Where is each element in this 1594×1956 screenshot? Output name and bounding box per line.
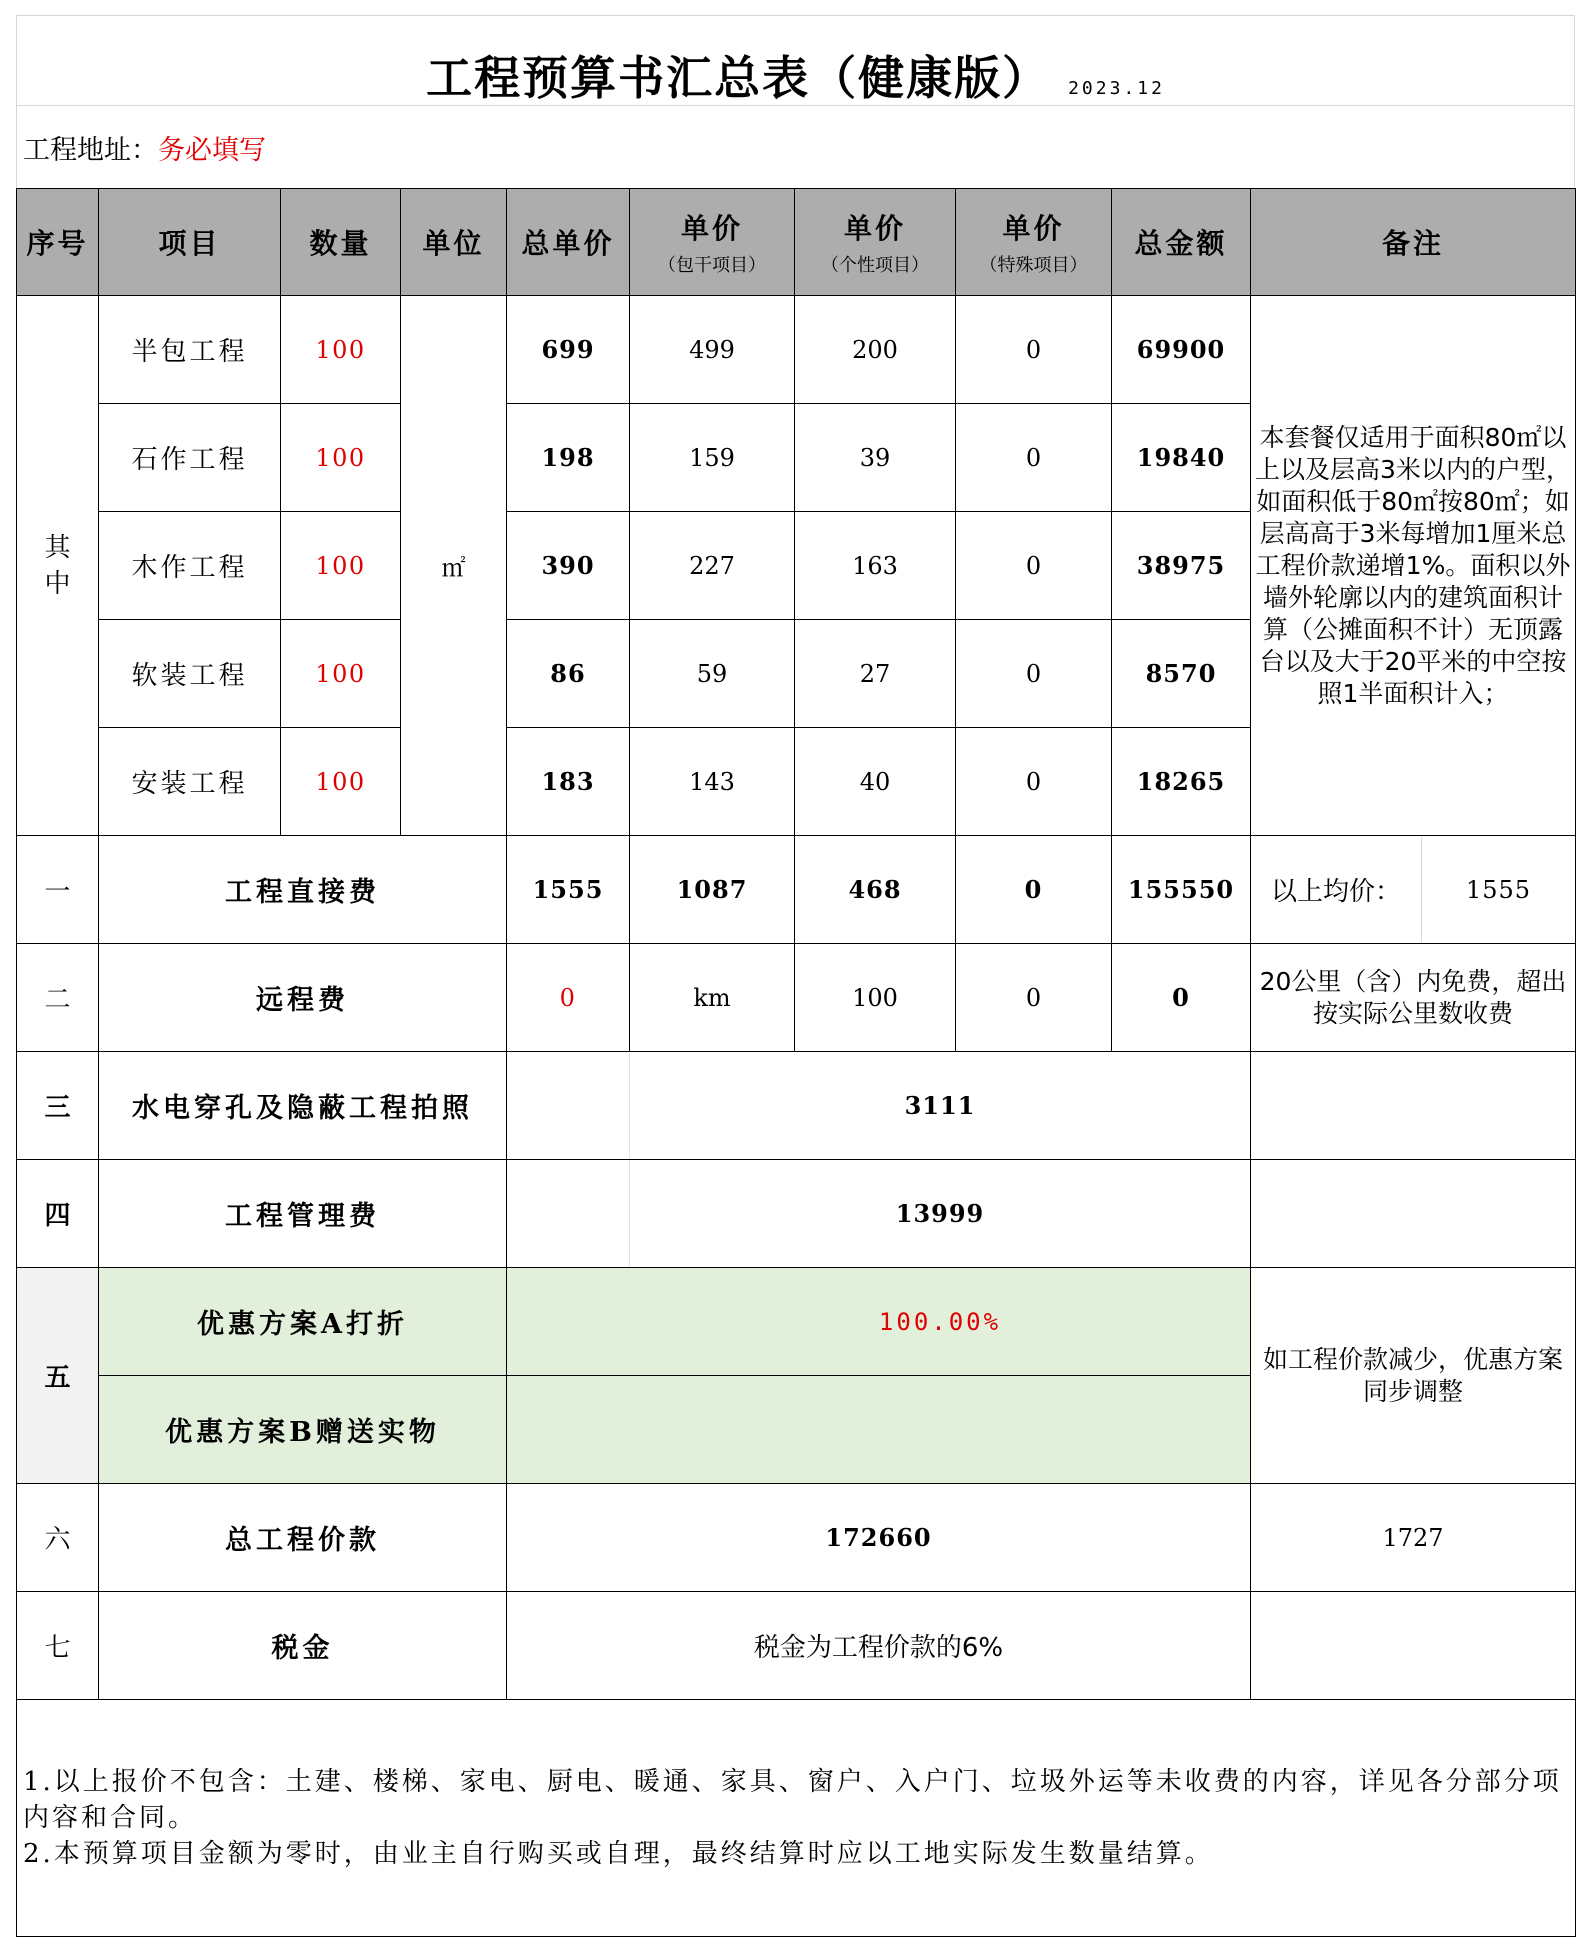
remote-unit-price-special: 0 bbox=[956, 944, 1112, 1052]
header-qty: 数量 bbox=[281, 189, 401, 296]
title-bar bbox=[16, 15, 1575, 106]
discount-row-a bbox=[17, 1268, 1576, 1376]
item-total-unit-price: 198 bbox=[507, 404, 630, 512]
header-unit-price-package bbox=[630, 189, 795, 296]
group-label: 其中 bbox=[44, 532, 71, 599]
item-total-unit-price: 86 bbox=[507, 620, 630, 728]
item-name: 软装工程 bbox=[99, 620, 281, 728]
row-label: 工程直接费 bbox=[99, 836, 507, 944]
average-price-wrap bbox=[1251, 837, 1575, 943]
address-value[interactable]: 务必填写 bbox=[158, 134, 266, 166]
remote-unit-price-custom: 100 bbox=[795, 944, 956, 1052]
row-label: 水电穿孔及隐蔽工程拍照 bbox=[99, 1052, 507, 1160]
address-row bbox=[16, 106, 1575, 188]
row-label: 远程费 bbox=[99, 944, 507, 1052]
item-name: 半包工程 bbox=[99, 296, 281, 404]
header-sub-label: （个性项目） bbox=[821, 255, 929, 276]
row-label: 工程管理费 bbox=[99, 1160, 507, 1268]
remote-fee-row bbox=[17, 944, 1576, 1052]
total-price-remark: 1727 bbox=[1251, 1484, 1576, 1592]
header-unit-price-custom bbox=[795, 189, 956, 296]
header-main-label: 单价 bbox=[680, 212, 743, 245]
discount-plan-a-label: 优惠方案A打折 bbox=[99, 1268, 507, 1376]
empty-cell bbox=[507, 1052, 630, 1160]
direct-unit-price-package: 1087 bbox=[630, 836, 795, 944]
title-date: 2023.12 bbox=[1068, 78, 1165, 99]
header-seq: 序号 bbox=[17, 189, 99, 296]
items-remark: 本套餐仅适用于面积80㎡以上以及层高3米以内的户型，如面积低于80㎡按80㎡；如层高高于3米每增加1厘米总工程价款递增1%。面积以外墙外轮廓以内的建筑面积计算（公摊面积不计）无顶露台以及大于20平米的中空按照1半面积计入； bbox=[1251, 296, 1576, 836]
direct-total-amount: 155550 bbox=[1112, 836, 1251, 944]
note-line: 2.本预算项目金额为零时，由业主自行购买或自理，最终结算时应以工地实际发生数量结算。 bbox=[23, 1839, 1214, 1869]
header-sub-label: （特殊项目） bbox=[979, 255, 1088, 276]
item-unit-price-package: 499 bbox=[630, 296, 795, 404]
management-fee-amount: 13999 bbox=[630, 1160, 1251, 1268]
header-total-amount: 总金额 bbox=[1112, 189, 1251, 296]
budget-table bbox=[16, 188, 1576, 1937]
total-price-row bbox=[17, 1484, 1576, 1592]
item-row bbox=[17, 296, 1576, 404]
item-unit-price-custom: 40 bbox=[795, 728, 956, 836]
row-seq: 一 bbox=[17, 836, 99, 944]
item-qty: 100 bbox=[281, 296, 401, 404]
item-unit-price-special: 0 bbox=[956, 404, 1112, 512]
tax-note: 税金为工程价款的6% bbox=[507, 1592, 1251, 1700]
item-total-amount: 19840 bbox=[1112, 404, 1251, 512]
item-unit-price-package: 59 bbox=[630, 620, 795, 728]
item-unit-price-special: 0 bbox=[956, 296, 1112, 404]
row-seq: 四 bbox=[17, 1160, 99, 1268]
plumbing-photo-row bbox=[17, 1052, 1576, 1160]
item-qty: 100 bbox=[281, 512, 401, 620]
empty-cell bbox=[1251, 1160, 1576, 1268]
discount-plan-a-value: 100.00% bbox=[630, 1268, 1251, 1376]
header-remark: 备注 bbox=[1251, 189, 1576, 296]
empty-cell bbox=[507, 1160, 630, 1268]
tax-row bbox=[17, 1592, 1576, 1700]
item-qty: 100 bbox=[281, 404, 401, 512]
direct-unit-price-custom: 468 bbox=[795, 836, 956, 944]
average-price-label: 以上均价： bbox=[1270, 877, 1401, 907]
discount-remark: 如工程价款减少，优惠方案同步调整 bbox=[1251, 1268, 1576, 1484]
discount-plan-b-label: 优惠方案B赠送实物 bbox=[99, 1376, 507, 1484]
item-name: 石作工程 bbox=[99, 404, 281, 512]
item-total-amount: 8570 bbox=[1112, 620, 1251, 728]
remote-unit-price-package: km bbox=[630, 944, 795, 1052]
average-price-value: 1555 bbox=[1421, 837, 1575, 943]
row-seq: 三 bbox=[17, 1052, 99, 1160]
item-unit-price-package: 227 bbox=[630, 512, 795, 620]
total-price-amount: 172660 bbox=[507, 1484, 1251, 1592]
item-name: 安装工程 bbox=[99, 728, 281, 836]
page-title: 工程预算书汇总表（健康版） bbox=[426, 51, 1051, 105]
item-unit-price-special: 0 bbox=[956, 728, 1112, 836]
item-unit-price-special: 0 bbox=[956, 512, 1112, 620]
item-unit: ㎡ bbox=[401, 296, 507, 836]
item-name: 木作工程 bbox=[99, 512, 281, 620]
row-seq: 五 bbox=[17, 1268, 99, 1484]
group-label-cell bbox=[17, 296, 99, 836]
header-unit-price-special bbox=[956, 189, 1112, 296]
plumbing-photo-amount: 3111 bbox=[630, 1052, 1251, 1160]
row-label: 税金 bbox=[99, 1592, 507, 1700]
header-item: 项目 bbox=[99, 189, 281, 296]
direct-total-unit-price: 1555 bbox=[507, 836, 630, 944]
remote-fee-remark: 20公里（含）内免费，超出按实际公里数收费 bbox=[1251, 944, 1576, 1052]
item-total-amount: 38975 bbox=[1112, 512, 1251, 620]
direct-cost-row bbox=[17, 836, 1576, 944]
note-line: 1.以上报价不包含：土建、楼梯、家电、厨电、暖通、家具、窗户、入户门、垃圾外运等未收费的内容，详见各分部分项内容和合同。 bbox=[23, 1767, 1562, 1833]
notes-cell bbox=[17, 1700, 1576, 1937]
remote-total-amount: 0 bbox=[1112, 944, 1251, 1052]
header-row bbox=[17, 189, 1576, 296]
header-sub-label: （包干项目） bbox=[658, 255, 766, 276]
row-label: 总工程价款 bbox=[99, 1484, 507, 1592]
item-qty: 100 bbox=[281, 620, 401, 728]
row-seq: 六 bbox=[17, 1484, 99, 1592]
header-main-label: 单价 bbox=[1002, 212, 1065, 245]
header-total-unit-price: 总单价 bbox=[507, 189, 630, 296]
header-unit: 单位 bbox=[401, 189, 507, 296]
item-total-unit-price: 390 bbox=[507, 512, 630, 620]
average-price-cell bbox=[1251, 836, 1576, 944]
direct-unit-price-special: 0 bbox=[956, 836, 1112, 944]
item-unit-price-custom: 163 bbox=[795, 512, 956, 620]
empty-cell bbox=[1251, 1052, 1576, 1160]
row-seq: 七 bbox=[17, 1592, 99, 1700]
header-main-label: 单价 bbox=[843, 212, 906, 245]
notes-row bbox=[17, 1700, 1576, 1937]
discount-plan-b-value bbox=[507, 1376, 1251, 1484]
item-unit-price-custom: 27 bbox=[795, 620, 956, 728]
remote-total-unit-price: 0 bbox=[507, 944, 630, 1052]
row-seq: 二 bbox=[17, 944, 99, 1052]
item-total-unit-price: 699 bbox=[507, 296, 630, 404]
management-fee-row bbox=[17, 1160, 1576, 1268]
item-unit-price-package: 143 bbox=[630, 728, 795, 836]
item-total-amount: 69900 bbox=[1112, 296, 1251, 404]
item-total-unit-price: 183 bbox=[507, 728, 630, 836]
item-unit-price-custom: 39 bbox=[795, 404, 956, 512]
empty-cell bbox=[1251, 1592, 1576, 1700]
item-total-amount: 18265 bbox=[1112, 728, 1251, 836]
item-qty: 100 bbox=[281, 728, 401, 836]
item-unit-price-package: 159 bbox=[630, 404, 795, 512]
item-unit-price-special: 0 bbox=[956, 620, 1112, 728]
empty-cell bbox=[507, 1268, 630, 1376]
item-unit-price-custom: 200 bbox=[795, 296, 956, 404]
address-label: 工程地址： bbox=[23, 134, 158, 166]
